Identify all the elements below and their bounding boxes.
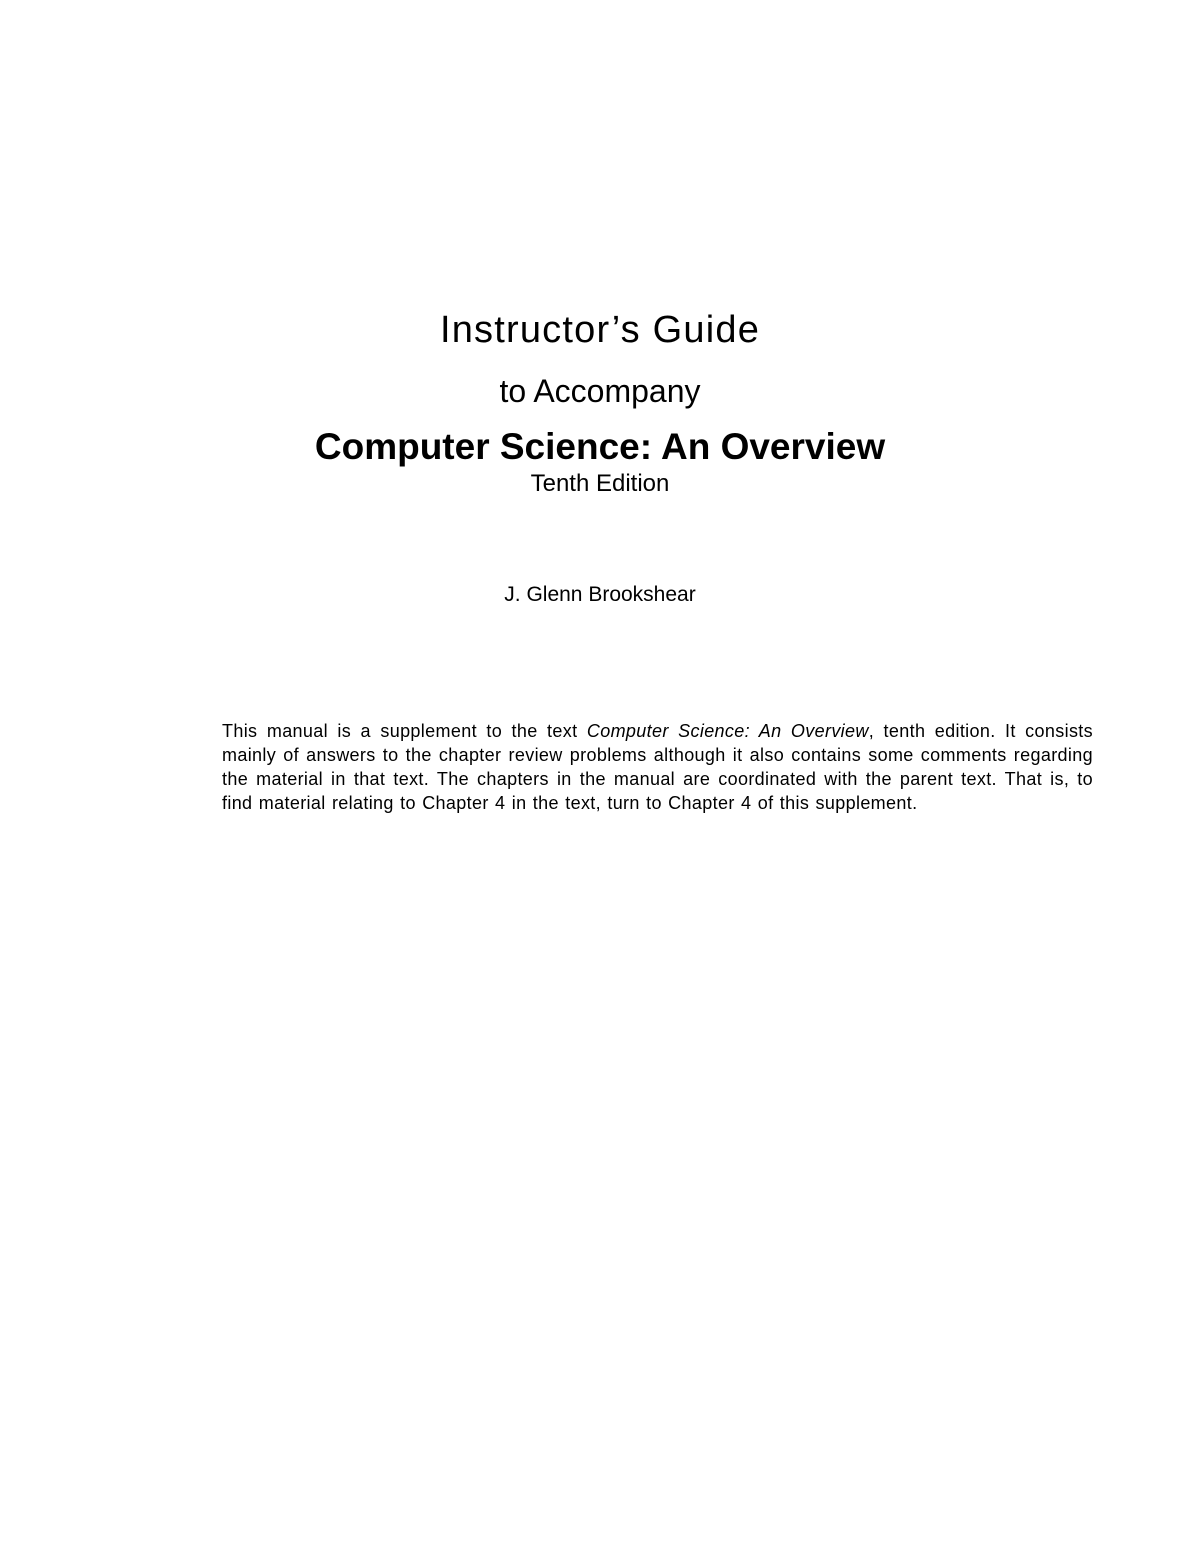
description-book-title: Computer Science: An Overview	[586, 721, 869, 741]
description-paragraph	[222, 719, 1093, 815]
author-name: J. Glenn Brookshear	[504, 583, 696, 606]
guide-title: Instructor’s Guide	[439, 309, 761, 351]
description-text-start: This manual is a supplement to the text	[222, 721, 587, 741]
book-title: Computer Science: An Overview	[314, 426, 886, 467]
description-text-end: , tenth edition. It consists mainly of answers to the chapter review problems although it also contains some comments regarding the material in that text. The chapters in the manual are coordinated with the parent text. That is, to find material relating to Chapter 4 in the text, turn to Chapter 4 of this supplement.	[222, 721, 1093, 813]
edition-label: Tenth Edition	[530, 470, 670, 497]
guide-subtitle: to Accompany	[499, 373, 701, 409]
